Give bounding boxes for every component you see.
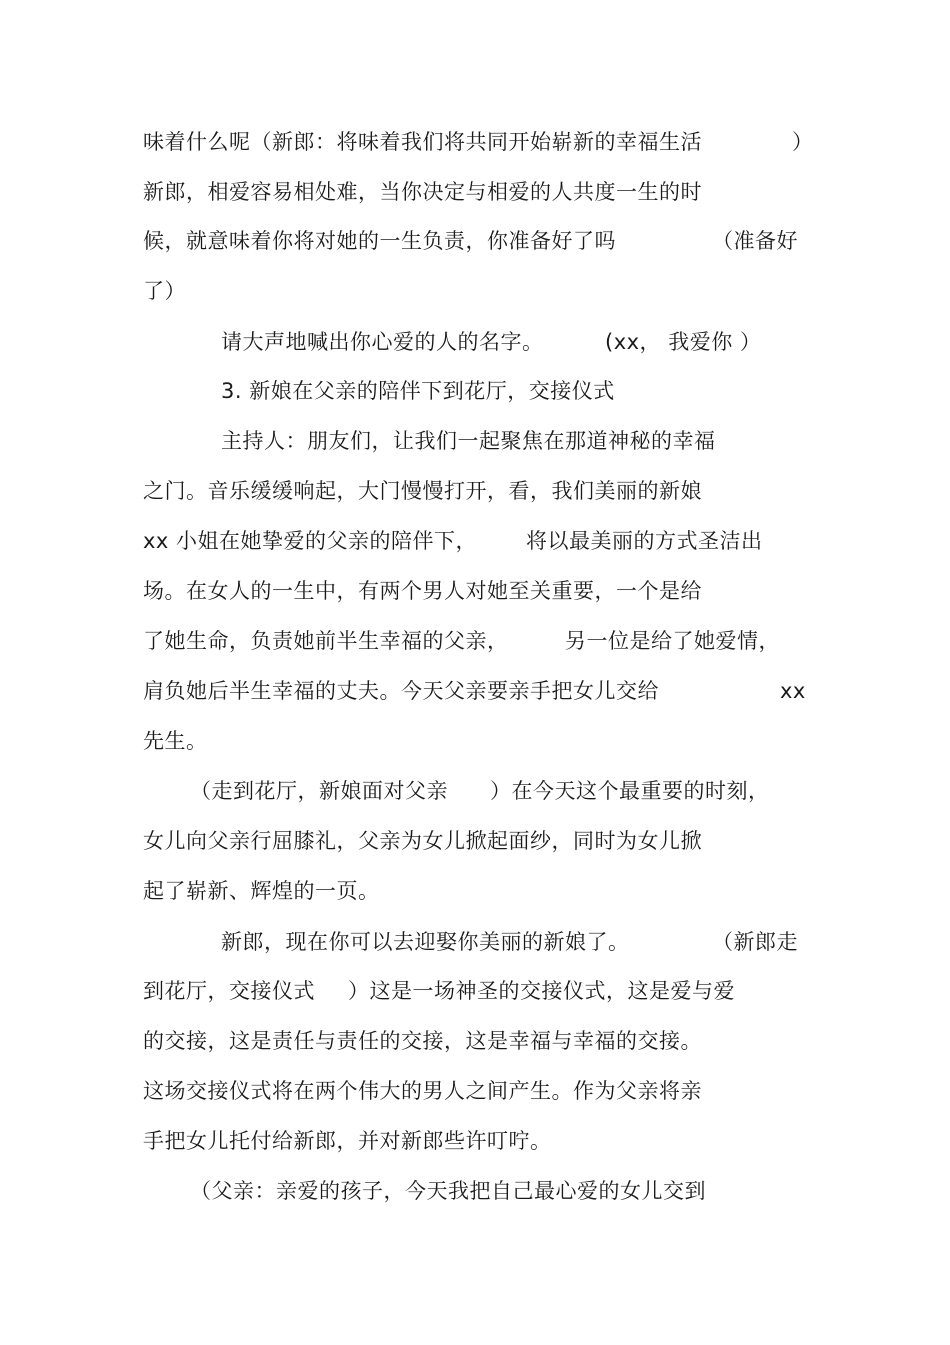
text-line: xx 小姐在她挚爱的父亲的陪伴下， bbox=[143, 529, 478, 553]
text-line: 这场交接仪式将在两个伟大的男人之间产生。作为父亲将亲 bbox=[143, 1079, 702, 1103]
text-line: 女儿向父亲行屈膝礼，父亲为女儿掀起面纱，同时为女儿掀 bbox=[143, 829, 702, 853]
text-line: 了） bbox=[143, 279, 186, 303]
text-line: 味着什么呢（新郎：将味着我们将共同开始崭新的幸福生活 bbox=[143, 130, 702, 154]
text-line: （准备好 bbox=[712, 229, 798, 253]
text-line: ）这是一场神圣的交接仪式，这是爱与爱 bbox=[348, 979, 735, 1003]
text-line: (xx， 我爱你 ） bbox=[605, 330, 762, 354]
text-line: xx bbox=[780, 679, 806, 703]
section-heading: 3. 新娘在父亲的陪伴下到花厅，交接仪式 bbox=[221, 379, 615, 403]
text-line: ）在今天这个最重要的时刻， bbox=[490, 779, 770, 803]
text-line: 场。在女人的一生中，有两个男人对她至关重要，一个是给 bbox=[143, 579, 702, 603]
text-line: 将以最美丽的方式圣洁出 bbox=[526, 529, 763, 553]
text-line: 另一位是给了她爱情， bbox=[565, 629, 780, 653]
text-line: （走到花厅，新娘面对父亲 bbox=[190, 779, 448, 803]
text-line: （父亲：亲爱的孩子，今天我把自己最心爱的女儿交到 bbox=[190, 1179, 706, 1203]
text-line: 新郎，相爱容易相处难，当你决定与相爱的人共度一生的时 bbox=[143, 180, 702, 204]
text-line: （新郎走 bbox=[712, 930, 798, 954]
text-line: 请大声地喊出你心爱的人的名字。 bbox=[221, 330, 544, 354]
text-line: 起了崭新、辉煌的一页。 bbox=[143, 879, 380, 903]
text-line: 肩负她后半生幸福的丈夫。今天父亲要亲手把女儿交给 bbox=[143, 679, 659, 703]
text-line: 的交接，这是责任与责任的交接，这是幸福与幸福的交接。 bbox=[143, 1029, 702, 1053]
text-line: 了她生命，负责她前半生幸福的父亲， bbox=[143, 629, 509, 653]
text-line: 手把女儿托付给新郎，并对新郎些许叮咛。 bbox=[143, 1129, 552, 1153]
text-line: 先生。 bbox=[143, 729, 208, 753]
text-line: 候，就意味着你将对她的一生负责，你准备好了吗 bbox=[143, 229, 616, 253]
text-line: 到花厅，交接仪式 bbox=[143, 979, 315, 1003]
text-line: 主持人：朋友们，让我们一起聚焦在那道神秘的幸福 bbox=[221, 429, 716, 453]
text-line: ） bbox=[792, 130, 814, 154]
text-line: 之门。音乐缓缓响起，大门慢慢打开，看，我们美丽的新娘 bbox=[143, 479, 702, 503]
text-line: 新郎，现在你可以去迎娶你美丽的新娘了。 bbox=[221, 930, 630, 954]
